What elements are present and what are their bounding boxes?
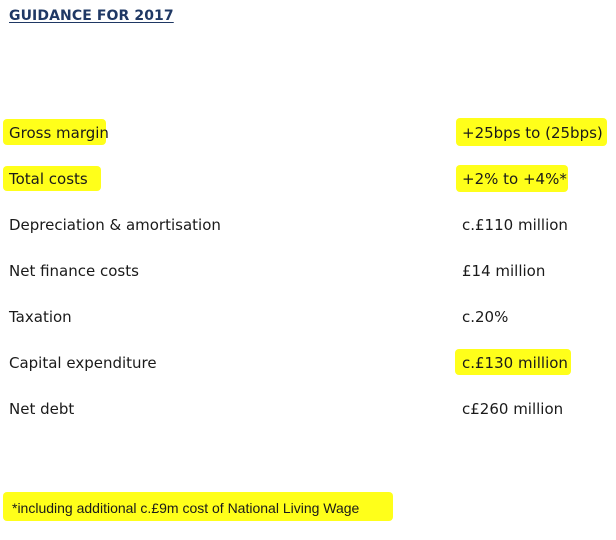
row-label: Net debt [9, 400, 75, 418]
row-value: c.£110 million [462, 216, 568, 234]
guidance-row-gross-margin [0, 121, 616, 145]
row-label: Capital expenditure [9, 354, 157, 372]
guidance-row-taxation [0, 305, 616, 329]
row-value: c.20% [462, 308, 509, 326]
guidance-row-net-finance-costs [0, 259, 616, 283]
guidance-row-depreciation [0, 213, 616, 237]
row-label: Net finance costs [9, 262, 139, 280]
footnote: *including additional c.£9m cost of National Living Wage [12, 500, 360, 516]
row-label: Gross margin [9, 124, 109, 142]
page-title: GUIDANCE FOR 2017 [9, 8, 174, 24]
guidance-row-net-debt [0, 397, 616, 421]
row-value: +25bps to (25bps) [462, 124, 603, 142]
row-value: £14 million [462, 262, 546, 280]
row-label: Total costs [9, 170, 88, 188]
guidance-row-capital-expenditure [0, 351, 616, 375]
row-value: c.£130 million [462, 354, 568, 372]
row-label: Depreciation & amortisation [9, 216, 221, 234]
row-value: c£260 million [462, 400, 564, 418]
row-label: Taxation [9, 308, 72, 326]
row-value: +2% to +4%* [462, 170, 567, 188]
guidance-row-total-costs [0, 167, 616, 191]
